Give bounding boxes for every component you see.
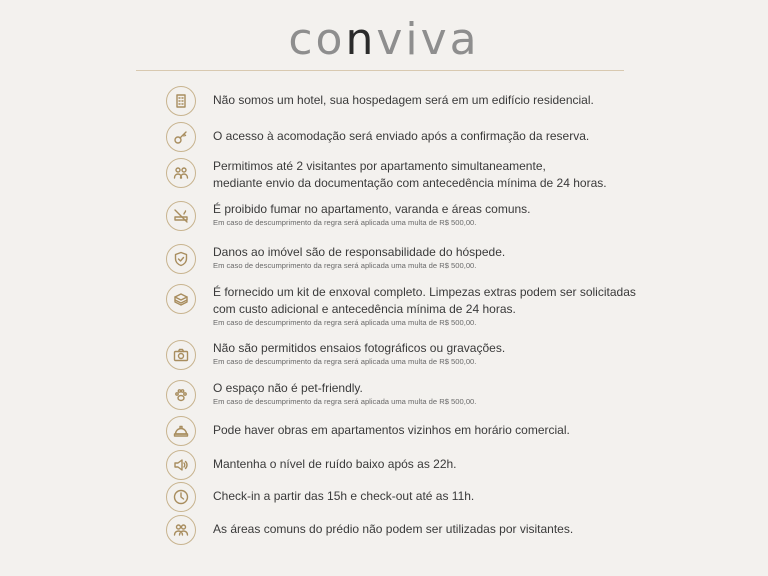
hard-hat-icon <box>166 416 196 446</box>
visitors-icon <box>166 158 196 188</box>
rule-line: Pode haver obras em apartamentos vizinhos em horário comercial. <box>213 423 570 437</box>
rule-line: Não somos um hotel, sua hospedagem será em um edifício residencial. <box>213 93 594 107</box>
speaker-icon <box>166 450 196 480</box>
rule-penalty-note: Em caso de descumprimento da regra será aplicada uma multa de R$ 500,00. <box>213 357 477 366</box>
rule-text <box>213 158 607 192</box>
rule-line: mediante envio da documentação com antecedência mínima de 24 horas. <box>213 176 607 190</box>
rule-text <box>213 128 589 145</box>
rule-penalty-note: Em caso de descumprimento da regra será aplicada uma multa de R$ 500,00. <box>213 218 477 227</box>
rule-text <box>213 284 636 328</box>
rule-line: As áreas comuns do prédio não podem ser utilizadas por visitantes. <box>213 522 574 536</box>
rule-line: Mantenha o nível de ruído baixo após as 22h. <box>213 457 457 471</box>
rule-penalty-note: Em caso de descumprimento da regra será aplicada uma multa de R$ 500,00. <box>213 397 477 406</box>
rule-text <box>213 92 594 109</box>
paw-icon <box>166 380 196 410</box>
logo-prefix: co <box>288 14 346 65</box>
rule-penalty-note: Em caso de descumprimento da regra será aplicada uma multa de R$ 500,00. <box>213 261 477 270</box>
rule-text <box>213 521 573 538</box>
rule-item <box>166 450 457 480</box>
linen-icon <box>166 284 196 314</box>
rule-text <box>213 422 570 439</box>
no-smoking-icon <box>166 201 196 231</box>
rule-text <box>213 488 474 505</box>
logo-highlight: n <box>345 14 377 65</box>
key-icon <box>166 122 196 152</box>
rule-item <box>166 340 505 370</box>
rule-line: Check-in a partir das 15h e check-out até as 11h. <box>213 489 475 503</box>
rule-item <box>166 482 474 512</box>
rule-item <box>166 158 607 192</box>
header-divider <box>136 70 624 71</box>
rule-item <box>166 380 476 410</box>
rule-line: O acesso à acomodação será enviado após a confirmação da reserva. <box>213 129 590 143</box>
rule-item <box>166 244 505 274</box>
rule-line: com custo adicional e antecedência mínima de 24 horas. <box>213 302 516 316</box>
rule-line: O espaço não é pet-friendly. <box>213 381 363 395</box>
rule-item <box>166 515 573 545</box>
rule-text <box>213 244 505 271</box>
rule-item <box>166 86 594 116</box>
clock-icon <box>166 482 196 512</box>
camera-icon <box>166 340 196 370</box>
logo-suffix: viva <box>376 14 480 65</box>
rule-text <box>213 340 505 367</box>
building-icon <box>166 86 196 116</box>
rule-line: É fornecido um kit de enxoval completo. Limpezas extras podem ser solicitadas <box>213 285 636 299</box>
rule-line: É proibido fumar no apartamento, varanda e áreas comuns. <box>213 202 531 216</box>
rule-item <box>166 284 636 328</box>
rule-item <box>166 201 531 231</box>
rule-item <box>166 122 589 152</box>
rule-line: Danos ao imóvel são de responsabilidade do hóspede. <box>213 245 506 259</box>
rule-text <box>213 380 476 407</box>
rule-line: Permitimos até 2 visitantes por apartamento simultaneamente, <box>213 159 546 173</box>
rule-item <box>166 416 570 446</box>
rule-text <box>213 456 457 473</box>
rule-text <box>213 201 531 228</box>
rule-penalty-note: Em caso de descumprimento da regra será aplicada uma multa de R$ 500,00. <box>213 318 477 327</box>
rule-line: Não são permitidos ensaios fotográficos ou gravações. <box>213 341 506 355</box>
brand-logo <box>0 12 768 68</box>
people-icon <box>166 515 196 545</box>
shield-icon <box>166 244 196 274</box>
